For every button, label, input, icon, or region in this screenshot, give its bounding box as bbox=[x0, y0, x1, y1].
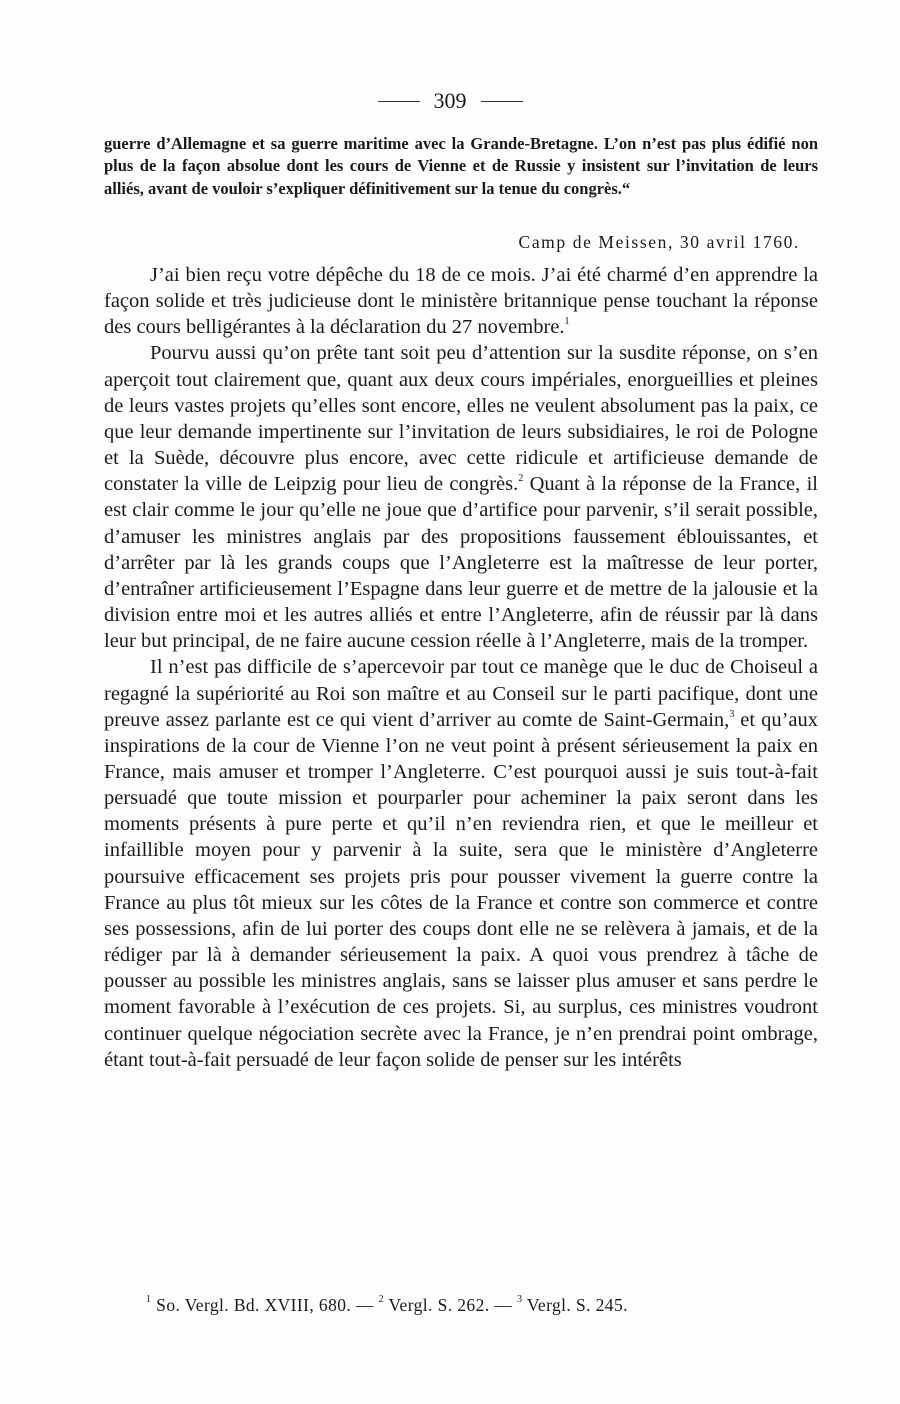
page-header bbox=[0, 88, 900, 114]
footnote-text: So. Vergl. Bd. XVIII, 680. — bbox=[151, 1295, 379, 1315]
paragraph-text: Il n’est pas difficile de s’apercevoir par tout ce manège que le duc de Choiseul a regagné la supériorité au Roi son maître et au Conseil sur le parti pacifique, dont une preuve assez parlante est ce qui vient d’arriver au comte de Saint-Germain, bbox=[104, 656, 818, 731]
paragraph-text: Pourvu aussi qu’on prête tant soit peu d’attention sur la susdite réponse, on s’en aperçoit tout clairement que, quant aux deux cours impériales, enorgueillies et pleines de leurs vastes projets qu’elles sont encore, elles ne veulent absolument pas la paix, ce que leur demande impertinente sur l’invitation de leurs subsidiaires, le roi de Pologne et la Suède, découvre plus encore, avec cette ridicule et artificieuse demande de constater la ville de Leipzig pour lieu de congrès. bbox=[104, 342, 818, 496]
quoted-passage bbox=[104, 133, 818, 200]
footnote-ref: 3 bbox=[729, 708, 735, 720]
paragraph-text: Quant à la réponse de la France, il est clair comme le jour qu’elle ne joue que d’artifice pour parvenir, s’il serait possible, d’amuser les ministres anglais par des propositions faussement éblouissantes, et d’arrêter par là les grands coups que l’Angleterre est la maîtresse de leur porter, d’entraîner artificieusement l’Espagne dans leur guerre et de mettre de la jalousie et la division entre moi et les autres alliés et entre l’Angleterre, afin de réussir par là dans leur but principal, de ne faire aucune cession réelle à l’Angleterre, mais de la tromper. bbox=[104, 473, 818, 653]
paragraph-text: et qu’aux inspirations de la cour de Vienne l’on ne veut point à présent sérieusement la paix en France, mais amuser et tromper l’Angleterre. C’est pourquoi aussi je suis tout-à-fait persuadé que toute mission et pourparler pour acheminer la paix seront dans les moments présents à pure perte et qu’il n’en reviendra rien, et que le meilleur et infaillible moyen pour y parvenir à la suite, sera que le ministère d’Angleterre poursuive efficacement ses projets pris pour pousser vivement la guerre contre la France au plus tôt mieux sur les côtes de la France et contre son commerce et contre ses possessions, afin de lui porter des coups dont elle ne se relèvera à jamais, et de la rédiger par là à demander sérieusement la paix. A quoi vous prendrez à tâche de pousser au possible les ministres anglais, sans se laisser plus amuser et sans perdre le moment favorable à l’exécution de ces projets. Si, au surplus, ces ministres voudront continuer quelque négociation secrète avec la France, je n’en prendrai point ombrage, étant tout-à-fait persuadé de leur façon solide de penser sur les intérêts bbox=[104, 708, 818, 1071]
quoted-text: guerre d’Allemagne et sa guerre maritime avec la Grande-Bretagne. L’on n’est pas plus édifié non plus de la façon absolue dont les cours de Vienne et de Russie y insistent sur l’invitation de leurs alliés, avant de vouloir s’expliquer définitivement sur la tenue du congrès.“ bbox=[104, 134, 818, 198]
paragraph-3 bbox=[104, 654, 818, 1073]
footnote-mark: 1 bbox=[146, 1294, 152, 1305]
footnote-ref: 2 bbox=[518, 473, 524, 485]
footnote-mark: 2 bbox=[378, 1294, 384, 1305]
footnote-mark: 3 bbox=[516, 1294, 523, 1305]
dateline: Camp de Meissen, 30 avril 1760. bbox=[518, 232, 800, 252]
footnotes bbox=[146, 1295, 806, 1316]
footnote-ref: 1 bbox=[564, 316, 570, 328]
paragraph-1 bbox=[104, 262, 818, 340]
paragraph-2 bbox=[104, 340, 818, 654]
left-rule bbox=[378, 101, 420, 102]
footnote-text: Vergl. S. 262. — bbox=[384, 1295, 517, 1315]
page-number: 309 bbox=[433, 88, 467, 113]
footnote-text: Vergl. S. 245. bbox=[522, 1295, 628, 1315]
paragraph-text: J’ai bien reçu votre dépêche du 18 de ce mois. J’ai été charmé d’en apprendre la façon solide et très judicieuse dont le ministère britannique pense touchant la réponse des cours belligérantes à la déclaration du 27 novembre. bbox=[104, 264, 818, 339]
letter-body bbox=[104, 262, 818, 1073]
right-rule bbox=[481, 101, 523, 102]
